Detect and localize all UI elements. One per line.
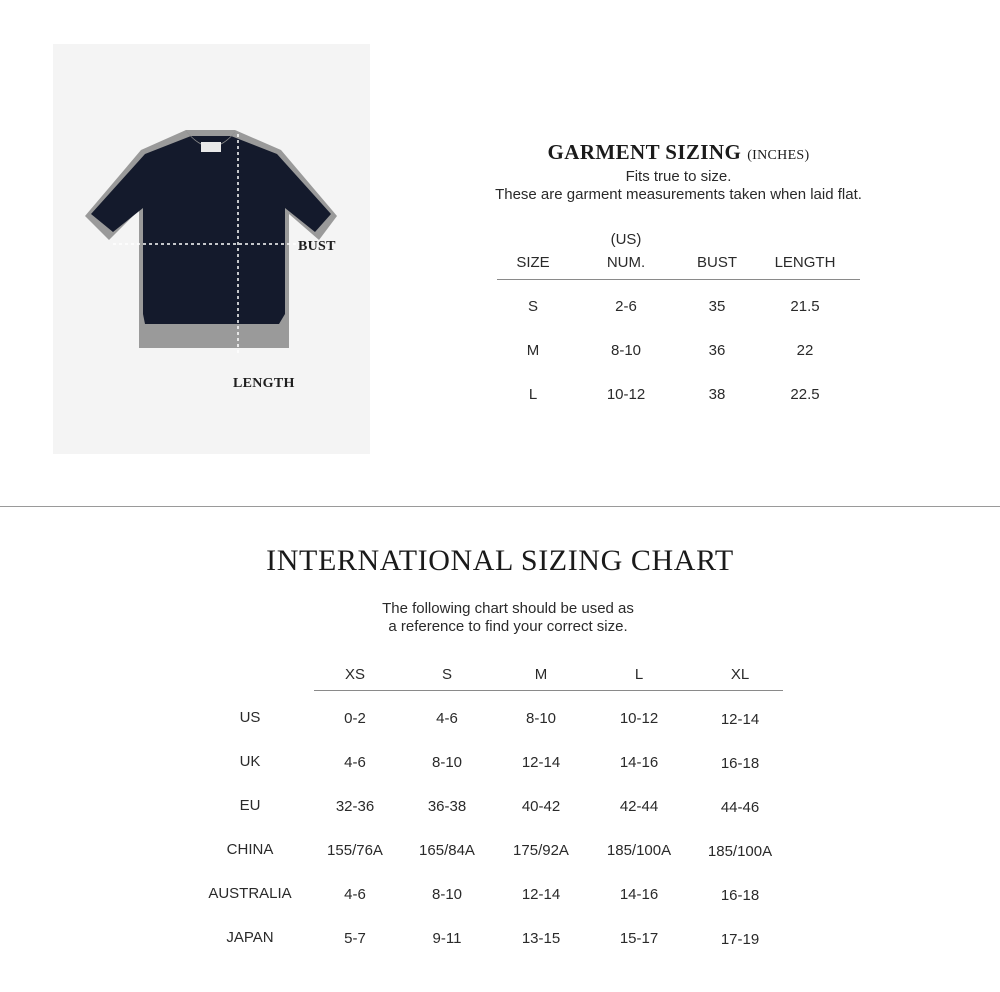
uk-xs: 4-6 xyxy=(344,754,366,771)
region-japan: JAPAN xyxy=(226,929,274,946)
international-notes xyxy=(300,600,716,636)
garment-table-rule xyxy=(497,279,860,280)
row-l-size: L xyxy=(528,386,538,403)
row-s-us: 2-6 xyxy=(615,298,637,315)
australia-xs: 4-6 xyxy=(344,886,366,903)
col-xs: XS xyxy=(344,666,366,683)
row-m-length: 22 xyxy=(796,342,814,359)
uk-l: 14-16 xyxy=(619,754,659,771)
header-bust: BUST xyxy=(696,254,738,271)
tshirt-hem xyxy=(139,324,289,348)
japan-m: 13-15 xyxy=(521,930,561,947)
row-l-bust: 38 xyxy=(708,386,726,403)
china-xl: 185/100A xyxy=(707,843,773,860)
measurement-note: These are garment measurements taken when laid flat. xyxy=(495,186,862,203)
tshirt-body xyxy=(91,136,331,334)
garment-sizing-notes xyxy=(440,168,917,204)
region-australia: AUSTRALIA xyxy=(208,885,292,902)
garment-sizing-title: GARMENT SIZING xyxy=(547,140,742,164)
row-l-length: 22.5 xyxy=(790,386,820,403)
japan-s: 9-11 xyxy=(432,930,462,947)
region-china: CHINA xyxy=(226,841,274,858)
china-m: 175/92A xyxy=(513,842,569,859)
china-l: 185/100A xyxy=(606,842,672,859)
uk-xl: 16-18 xyxy=(720,755,760,772)
australia-s: 8-10 xyxy=(431,886,463,903)
japan-l: 15-17 xyxy=(619,930,659,947)
international-table-rule xyxy=(314,690,783,691)
eu-xs: 32-36 xyxy=(335,798,375,815)
row-m-us: 8-10 xyxy=(610,342,642,359)
tshirt-tag xyxy=(201,142,221,152)
eu-xl: 44-46 xyxy=(720,799,760,816)
region-eu: EU xyxy=(239,797,261,814)
us-xl: 12-14 xyxy=(720,711,760,728)
international-note-line2: a reference to find your correct size. xyxy=(388,618,628,635)
garment-sizing-unit: (INCHES) xyxy=(747,148,810,163)
eu-s: 36-38 xyxy=(427,798,467,815)
eu-m: 40-42 xyxy=(521,798,561,815)
international-sizing-title: INTERNATIONAL SIZING CHART xyxy=(266,544,734,577)
region-us: US xyxy=(239,709,261,726)
us-l: 10-12 xyxy=(619,710,659,727)
row-s-bust: 35 xyxy=(708,298,726,315)
china-s: 165/84A xyxy=(419,842,475,859)
length-label: LENGTH xyxy=(233,376,295,391)
japan-xl: 17-19 xyxy=(720,931,760,948)
china-xs: 155/76A xyxy=(327,842,383,859)
us-xs: 0-2 xyxy=(344,710,366,727)
garment-sizing-heading xyxy=(470,140,887,165)
australia-m: 12-14 xyxy=(521,886,561,903)
bust-label: BUST xyxy=(298,239,336,254)
region-uk: UK xyxy=(239,753,261,770)
uk-m: 12-14 xyxy=(521,754,561,771)
fit-note: Fits true to size. xyxy=(625,168,732,185)
uk-s: 8-10 xyxy=(431,754,463,771)
header-length: LENGTH xyxy=(774,254,836,271)
row-l-us: 10-12 xyxy=(606,386,646,403)
row-s-length: 21.5 xyxy=(790,298,820,315)
australia-l: 14-16 xyxy=(619,886,659,903)
header-us-top: (US) xyxy=(610,231,642,248)
col-l: L xyxy=(634,666,644,683)
section-divider xyxy=(0,506,1000,507)
col-m: M xyxy=(534,666,548,683)
japan-xs: 5-7 xyxy=(344,930,366,947)
header-us-num: NUM. xyxy=(606,254,646,271)
us-m: 8-10 xyxy=(525,710,557,727)
eu-l: 42-44 xyxy=(619,798,659,815)
col-s: S xyxy=(441,666,453,683)
header-size: SIZE xyxy=(516,254,550,271)
australia-xl: 16-18 xyxy=(720,887,760,904)
row-m-size: M xyxy=(526,342,540,359)
us-s: 4-6 xyxy=(436,710,458,727)
row-m-bust: 36 xyxy=(708,342,726,359)
col-xl: XL xyxy=(730,666,750,683)
row-s-size: S xyxy=(527,298,539,315)
international-note-line1: The following chart should be used as xyxy=(382,600,634,617)
